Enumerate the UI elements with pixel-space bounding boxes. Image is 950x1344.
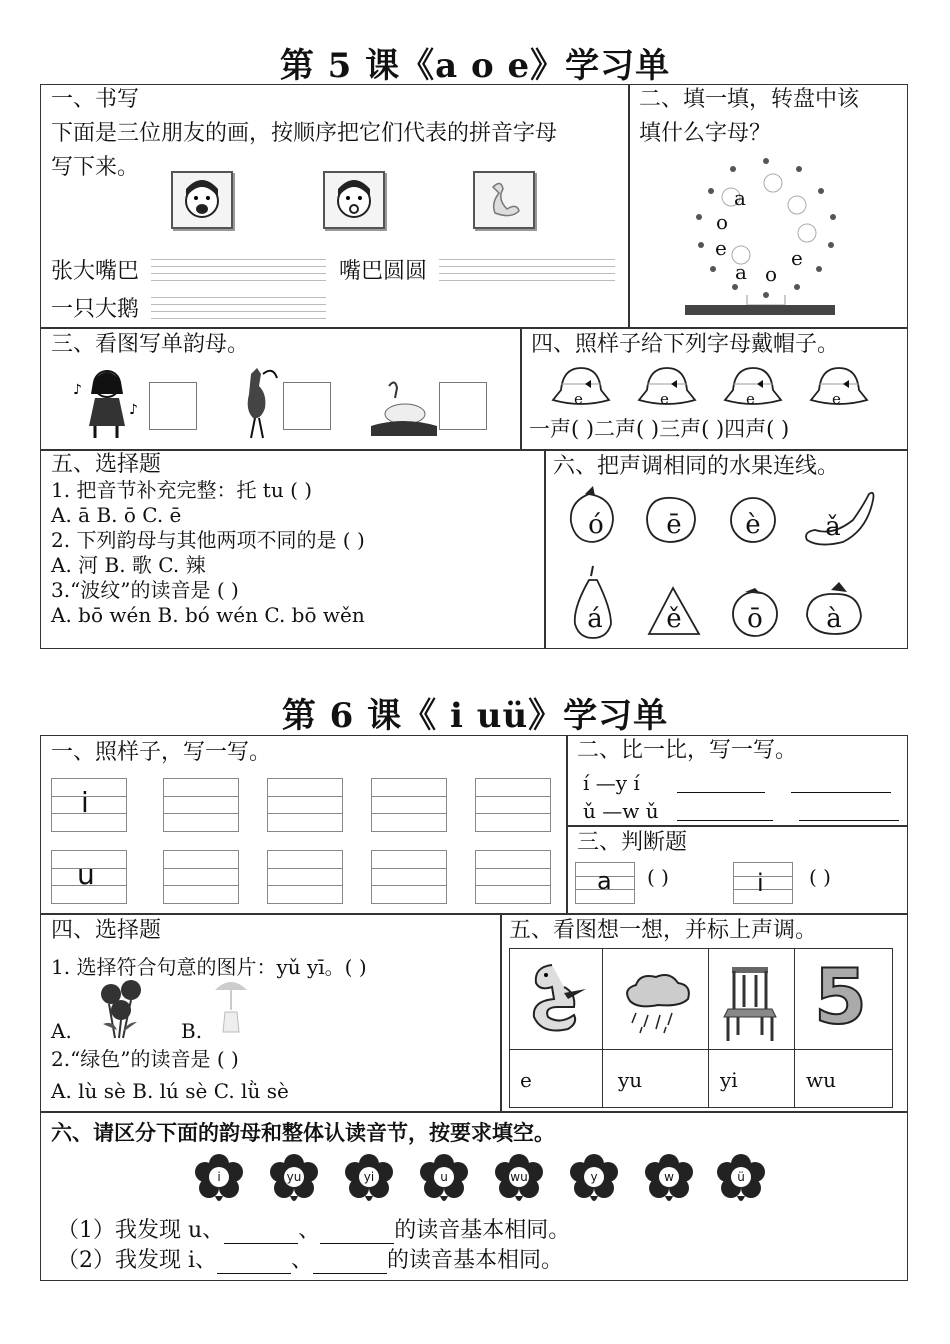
fill-line-suffix: 的读音基本相同。: [387, 1248, 564, 1273]
question-1: 1. 选择符合句意的图片：yǔ yī。( ): [51, 955, 367, 979]
compare-row-1: í —y í: [583, 771, 640, 795]
flower-badge[interactable]: [566, 1152, 622, 1208]
lesson6-title: 第 6 课《 i uü》学习单: [281, 696, 669, 736]
question-2-options[interactable]: A. lù sè B. lú sè C. lǜ sè: [51, 1079, 289, 1103]
separator: 、: [298, 1218, 321, 1243]
lesson6-section3: [566, 825, 908, 915]
writing-grid[interactable]: [267, 778, 343, 832]
section-heading: 二、比一比，写一写。: [577, 738, 798, 763]
singing-girl-picture: [71, 364, 141, 440]
section-heading: 五、看图想一想，并标上声调。: [509, 918, 818, 943]
hat-letter: e: [832, 390, 841, 408]
flower-badge[interactable]: [491, 1152, 547, 1208]
wheel-letter: o: [765, 262, 778, 286]
fruit-label[interactable]: à: [826, 604, 842, 634]
lesson6-section1: [40, 735, 568, 915]
rooster-picture: [237, 364, 281, 440]
flower-label: yi: [363, 1170, 375, 1184]
section-heading: 填什么字母？: [639, 121, 772, 146]
answer-box[interactable]: [283, 382, 331, 430]
fill-line-suffix: 的读音基本相同。: [394, 1218, 571, 1243]
writing-grid[interactable]: [371, 850, 447, 904]
question-3: 3.“波纹”的读音是 ( ): [51, 578, 239, 602]
lesson5-section4: [520, 327, 908, 451]
answer-blank[interactable]: [224, 1223, 298, 1244]
judge-blank[interactable]: ( ): [809, 865, 831, 889]
goose-picture: [473, 171, 535, 229]
flower-label: u: [440, 1170, 448, 1184]
question-2: 2. 下列韵母与其他两项不同的是 ( ): [51, 528, 365, 552]
section-heading: 一、书写: [51, 87, 140, 112]
instruction-text: 下面是三位朋友的画，按顺序把它们代表的拼音字母: [51, 121, 558, 146]
section-heading: 六、请区分下面的韵母和整体认读音节，按要求填空。: [51, 1120, 555, 1145]
writing-grid[interactable]: [475, 850, 551, 904]
lesson5-section5: [40, 449, 546, 649]
hat-letter: e: [660, 390, 669, 408]
example-letter: u: [77, 858, 95, 891]
flower-badge[interactable]: [266, 1152, 322, 1208]
round-mouth-girl-picture: [323, 171, 385, 229]
writing-grid[interactable]: [267, 850, 343, 904]
wheel-letter: a: [734, 186, 746, 210]
chair-picture: [722, 963, 778, 1043]
section-heading: 六、把声调相同的水果连线。: [553, 454, 840, 479]
lesson5-section1: [40, 84, 630, 329]
lesson5-section3: [40, 327, 522, 451]
question-1: 1. 把音节补充完整：托 tu ( ): [51, 478, 313, 502]
hat-letter: e: [574, 390, 583, 408]
goose-letter-e-picture: [524, 959, 588, 1039]
wheel-letter: a: [735, 260, 747, 284]
section-heading: 一、照样子，写一写。: [51, 740, 272, 765]
flower-badge[interactable]: [191, 1152, 247, 1208]
writing-lines[interactable]: [151, 259, 326, 281]
fill-line-1: [57, 1218, 570, 1244]
lesson6-section2: [566, 735, 908, 827]
answer-line[interactable]: [677, 820, 773, 821]
svg-text:♪: ♪: [73, 382, 82, 398]
flower-badge[interactable]: [341, 1152, 397, 1208]
instruction-text: 写下来。: [51, 155, 140, 180]
flower-label: yu: [286, 1170, 302, 1184]
picture-label[interactable]: yi: [720, 1068, 738, 1092]
tone-blanks[interactable]: 一声( )二声( )三声( )四声( ): [529, 417, 790, 441]
open-mouth-girl-picture: [171, 171, 233, 229]
section-heading: 三、看图写单韵母。: [51, 332, 250, 357]
fruit-label[interactable]: ē: [666, 510, 682, 540]
fruit-label[interactable]: è: [745, 510, 761, 540]
answer-blank[interactable]: [217, 1253, 291, 1274]
wheel-letter: e: [715, 236, 727, 260]
fill-line-2: [57, 1248, 563, 1274]
flower-label: y: [590, 1170, 598, 1184]
flowers-picture[interactable]: [95, 980, 151, 1040]
flower-badge[interactable]: [641, 1152, 697, 1208]
writing-lines[interactable]: [439, 259, 615, 281]
option-b-label[interactable]: B.: [181, 1019, 203, 1043]
picture-label[interactable]: wu: [806, 1068, 836, 1092]
judge-letter: i: [757, 869, 764, 897]
answer-box[interactable]: [439, 382, 487, 430]
letter-wheel-picture: [681, 155, 851, 315]
fruit-label[interactable]: á: [587, 604, 603, 634]
flower-label: ü: [737, 1170, 745, 1184]
goose-in-water-picture: [369, 378, 439, 438]
flower-label: w: [664, 1170, 674, 1184]
compare-row-2: ǔ —w ǔ: [583, 799, 659, 823]
writing-grid[interactable]: [163, 778, 239, 832]
lesson5-section6: [544, 449, 908, 649]
judge-blank[interactable]: ( ): [647, 865, 669, 889]
lesson6-section6: [40, 1111, 908, 1281]
example-grid: [51, 778, 127, 832]
lesson5-title: 第 5 课《a o e》学习单: [279, 46, 671, 86]
lesson5-section2: [628, 84, 908, 329]
separator: 、: [291, 1248, 314, 1273]
section-heading: 四、选择题: [51, 918, 162, 943]
fruit-label[interactable]: ō: [747, 604, 763, 634]
wheel-letter: e: [791, 246, 803, 270]
label-big-goose: 一只大鹅: [51, 297, 140, 322]
hat-letter: e: [746, 390, 755, 408]
question-2: 2.“绿色”的读音是 ( ): [51, 1047, 239, 1071]
picture-table: [509, 948, 893, 1108]
fruit-label[interactable]: ě: [666, 604, 682, 634]
option-a-label[interactable]: A.: [51, 1019, 72, 1043]
flower-badge[interactable]: [713, 1152, 769, 1208]
picture-label[interactable]: e: [520, 1068, 532, 1092]
answer-line[interactable]: [799, 820, 899, 821]
answer-box[interactable]: [149, 382, 197, 430]
section-heading: 五、选择题: [51, 452, 162, 477]
label-open-mouth: 张大嘴巴: [51, 259, 140, 284]
writing-grid[interactable]: [371, 778, 447, 832]
question-2-options[interactable]: A. 河 B. 歌 C. 辣: [51, 553, 206, 577]
fruit-label[interactable]: ó: [588, 510, 604, 540]
flower-label: i: [217, 1170, 221, 1184]
answer-line[interactable]: [677, 792, 765, 793]
rain-coat-picture[interactable]: [211, 976, 251, 1036]
lesson6-section5: [500, 913, 908, 1113]
writing-grid[interactable]: [475, 778, 551, 832]
answer-line[interactable]: [791, 792, 891, 793]
picture-label[interactable]: yu: [618, 1068, 643, 1092]
answer-blank[interactable]: [320, 1223, 394, 1244]
judge-letter: a: [597, 867, 612, 895]
section-heading: 三、判断题: [577, 830, 688, 855]
question-3-options[interactable]: A. bō wén B. bó wén C. bō wěn: [51, 603, 365, 627]
svg-text:♪: ♪: [129, 402, 138, 418]
label-round-mouth: 嘴巴圆圆: [339, 259, 428, 284]
section-heading: 四、照样子给下列字母戴帽子。: [531, 332, 840, 357]
flower-label: wu: [510, 1170, 528, 1184]
answer-blank[interactable]: [313, 1253, 387, 1274]
wheel-letter: o: [716, 210, 729, 234]
writing-grid[interactable]: [163, 850, 239, 904]
question-1-options[interactable]: A. ā B. ō C. ē: [51, 503, 182, 527]
writing-lines[interactable]: [151, 297, 326, 319]
example-letter: i: [81, 786, 89, 819]
flower-badge[interactable]: [416, 1152, 472, 1208]
fill-line-prefix: （2）我发现 i、: [57, 1248, 218, 1273]
rain-cloud-picture: [618, 971, 694, 1035]
lesson6-section4: [40, 913, 502, 1113]
number-five-picture: 5: [814, 952, 867, 1041]
fill-line-prefix: （1）我发现 u、: [57, 1218, 225, 1243]
section-heading: 二、填一填，转盘中该: [639, 87, 860, 112]
fruit-label[interactable]: ǎ: [825, 512, 841, 542]
